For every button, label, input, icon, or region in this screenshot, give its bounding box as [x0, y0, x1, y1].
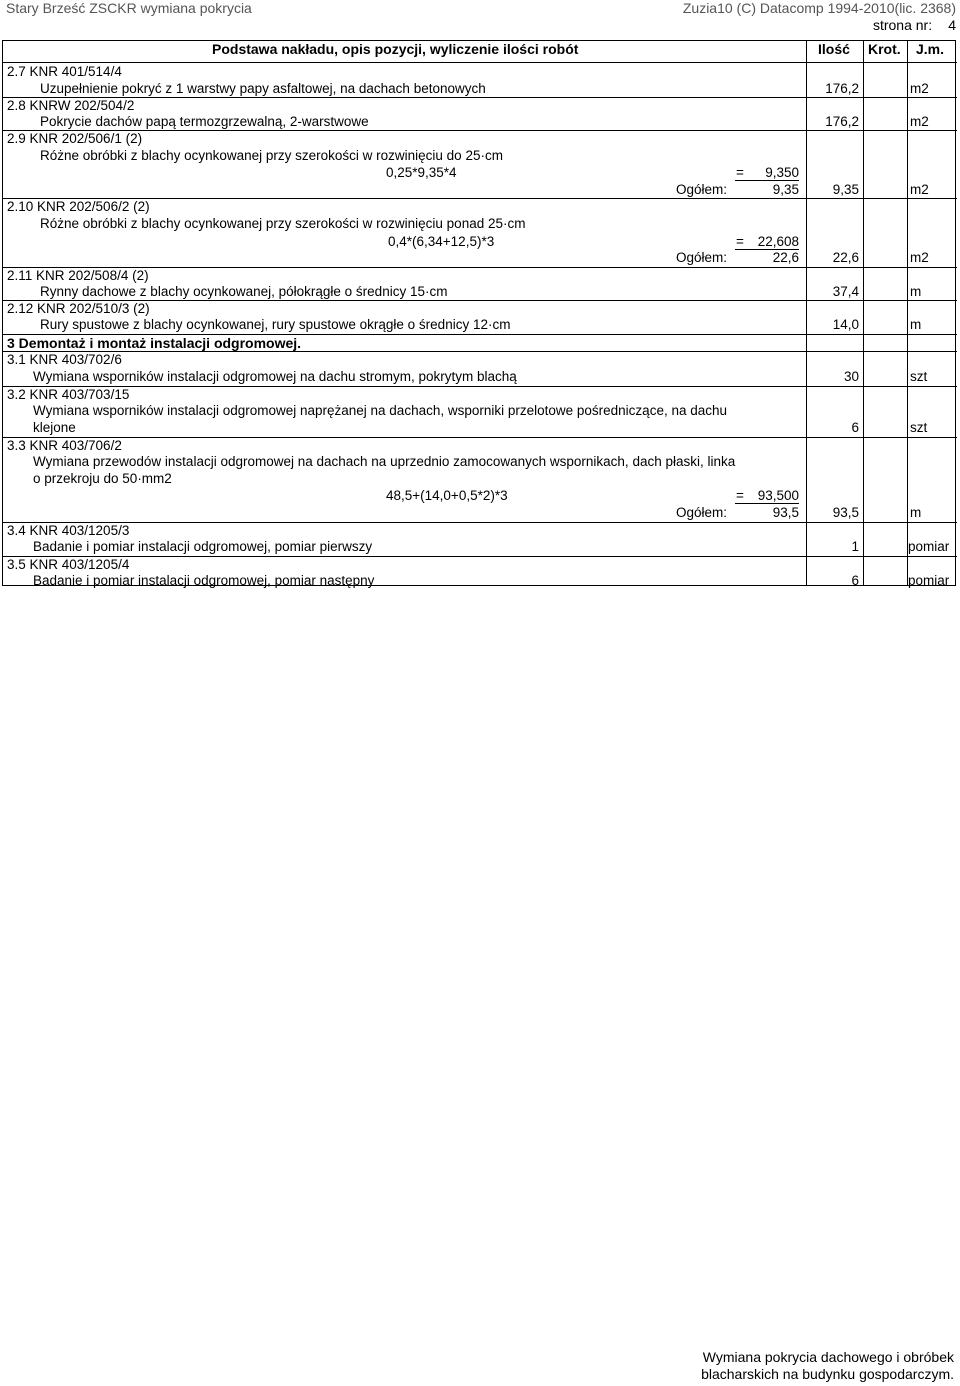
program-info: Zuzia10 (C) Datacomp 1994-2010(lic. 2368) — [682, 0, 956, 16]
item-description-cont: klejone — [33, 420, 76, 435]
row-divider — [2, 437, 957, 438]
item-unit: m2 — [910, 81, 929, 96]
row-divider — [2, 556, 957, 557]
item-quantity: 9,35 — [832, 182, 859, 197]
item-formula: 0,4*(6,34+12,5)*3 — [388, 234, 495, 249]
section-title: 3 Demontaż i montaż instalacji odgromowej. — [7, 335, 302, 351]
page-label: strona nr: — [872, 17, 933, 33]
item-quantity: 1 — [851, 539, 859, 554]
item-total: 9,35 — [772, 182, 799, 197]
item-quantity: 93,5 — [832, 505, 859, 520]
item-description-cont: o przekroju do 50·mm2 — [33, 471, 172, 486]
item-code: 3.2 KNR 403/703/15 — [7, 387, 130, 402]
item-equals: = — [736, 165, 744, 180]
total-label: Ogółem: — [676, 505, 728, 520]
item-result: 93,500 — [735, 488, 799, 504]
page-footer — [701, 1349, 954, 1383]
item-code: 3.4 KNR 403/1205/3 — [7, 523, 130, 538]
column-divider — [806, 40, 807, 586]
item-result: 22,608 — [735, 234, 799, 250]
item-quantity: 30 — [843, 369, 859, 384]
row-divider — [2, 386, 957, 387]
item-unit: pomiar — [908, 573, 950, 588]
item-formula: 0,25*9,35*4 — [386, 165, 457, 180]
item-description: Wymiana wsporników instalacji odgromowej naprężanej na dachach, wsporniki przelotowe pośredniczące, na dachu — [33, 403, 727, 418]
item-code: 2.11 KNR 202/508/4 (2) — [7, 268, 149, 283]
item-description: Badanie i pomiar instalacji odgromowej, pomiar następny — [33, 573, 375, 588]
item-description: Rury spustowe z blachy ocynkowanej, rury spustowe okrągłe o średnicy 12·cm — [40, 317, 511, 332]
item-description: Wymiana wsporników instalacji odgromowej na dachu stromym, pokrytym blachą — [33, 369, 517, 384]
item-description: Pokrycie dachów papą termozgrzewalną, 2-warstwowe — [40, 114, 369, 129]
item-quantity: 176,2 — [825, 114, 859, 129]
item-description: Badanie i pomiar instalacji odgromowej, pomiar pierwszy — [33, 539, 373, 554]
item-quantity: 37,4 — [832, 284, 859, 299]
item-unit: m2 — [910, 182, 929, 197]
item-equals: = — [736, 488, 744, 503]
total-label: Ogółem: — [676, 182, 728, 197]
column-header-factor: Krot. — [868, 41, 901, 57]
row-divider — [2, 62, 957, 63]
column-header-unit: J.m. — [916, 41, 945, 57]
column-header-description: Podstawa nakładu, opis pozycji, wyliczenie ilości robót — [212, 41, 579, 57]
row-divider — [2, 522, 957, 523]
item-unit: szt — [910, 369, 928, 384]
total-label: Ogółem: — [676, 250, 728, 265]
page-number-line — [683, 17, 956, 34]
row-divider — [2, 130, 957, 131]
row-divider — [2, 97, 957, 98]
column-header-quantity: Ilość — [818, 41, 850, 57]
item-quantity: 14,0 — [832, 317, 859, 332]
column-divider — [907, 40, 908, 586]
item-description: Wymiana przewodów instalacji odgromowej na dachach na uprzednio zamocowanych wspornikach, dach płaski, linka — [33, 454, 736, 469]
item-description: Różne obróbki z blachy ocynkowanej przy szerokości w rozwinięciu ponad 25·cm — [40, 216, 526, 231]
item-code: 2.12 KNR 202/510/3 (2) — [7, 301, 150, 316]
item-unit: m — [910, 284, 922, 299]
item-description: Rynny dachowe z blachy ocynkowanej, półokrągłe o średnicy 15·cm — [40, 284, 448, 299]
item-code: 2.9 KNR 202/506/1 (2) — [7, 131, 143, 146]
item-code: 2.10 KNR 202/506/2 (2) — [7, 199, 150, 214]
item-code: 3.3 KNR 403/706/2 — [7, 438, 122, 453]
item-unit: pomiar — [908, 539, 950, 554]
item-unit: m — [910, 505, 922, 520]
page-number: 4 — [948, 17, 956, 33]
item-code: 2.7 KNR 401/514/4 — [7, 64, 122, 79]
item-quantity: 22,6 — [832, 250, 859, 265]
item-quantity: 6 — [851, 573, 859, 588]
footer-line: blacharskich na budynku gospodarczym. — [701, 1366, 954, 1382]
item-total: 22,6 — [772, 250, 799, 265]
item-unit: szt — [910, 420, 928, 435]
item-quantity: 176,2 — [825, 81, 859, 96]
row-divider — [2, 351, 957, 352]
item-unit: m2 — [910, 114, 929, 129]
item-total: 93,5 — [772, 505, 799, 520]
item-description: Uzupełnienie pokryć z 1 warstwy papy asfaltowej, na dachach betonowych — [40, 81, 486, 96]
item-unit: m2 — [910, 250, 929, 265]
item-unit: m — [910, 317, 922, 332]
item-code: 3.5 KNR 403/1205/4 — [7, 557, 130, 572]
item-result: 9,350 — [735, 165, 799, 181]
page-header-right — [683, 0, 956, 34]
item-description: Różne obróbki z blachy ocynkowanej przy szerokości w rozwinięciu do 25·cm — [40, 148, 503, 163]
item-equals: = — [736, 234, 744, 249]
item-quantity: 6 — [851, 420, 859, 435]
item-formula: 48,5+(14,0+0,5*2)*3 — [386, 488, 508, 503]
document-title: Stary Brześć ZSCKR wymiana pokrycia — [6, 0, 252, 16]
footer-line: Wymiana pokrycia dachowego i obróbek — [702, 1349, 954, 1365]
column-divider — [863, 40, 864, 586]
item-code: 2.8 KNRW 202/504/2 — [7, 98, 135, 113]
item-code: 3.1 KNR 403/702/6 — [7, 352, 122, 367]
